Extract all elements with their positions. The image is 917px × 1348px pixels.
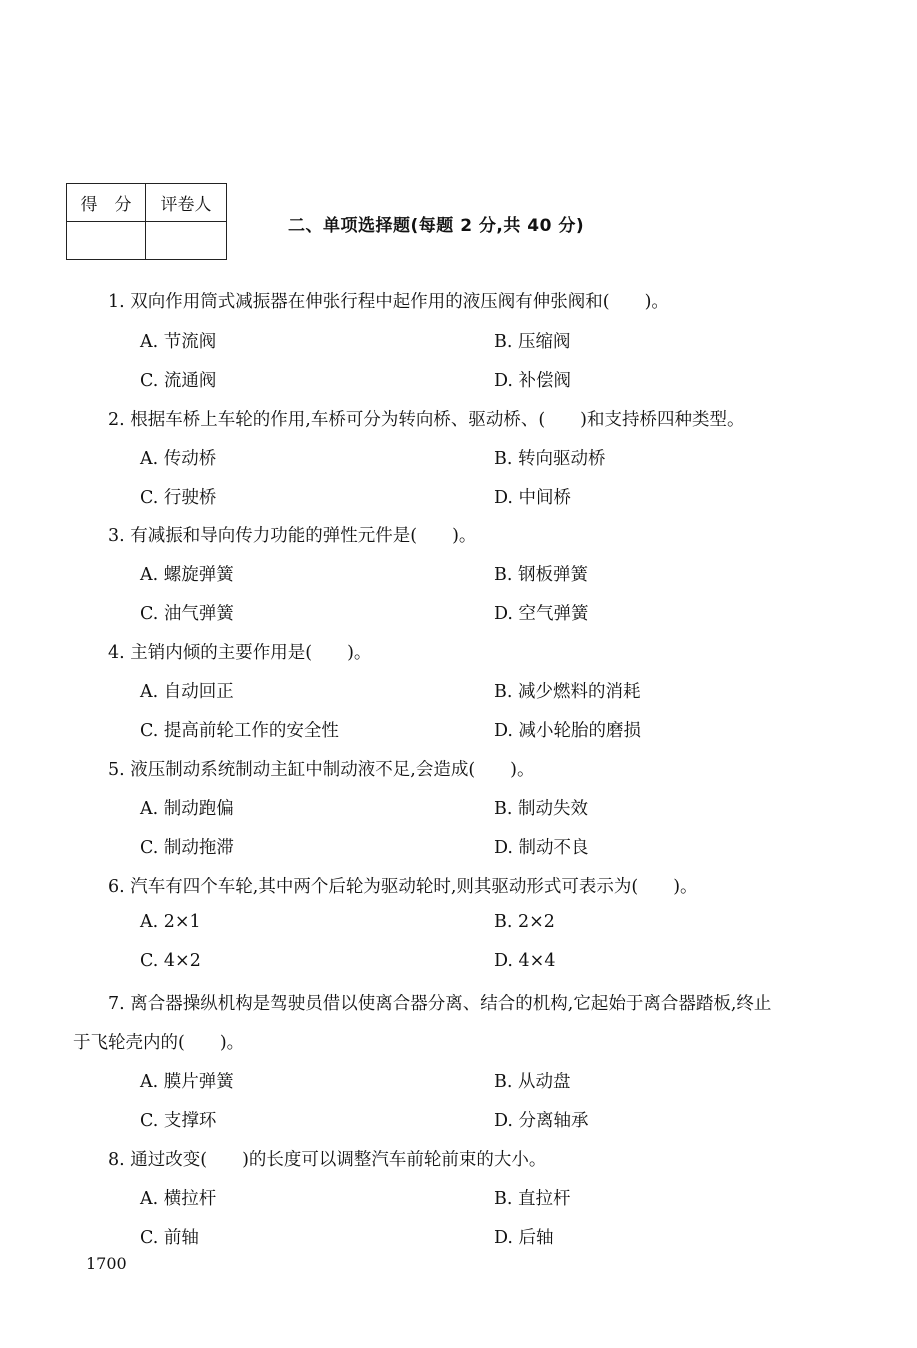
question-stem-continued: 于飞轮壳内的( )。 bbox=[73, 1033, 245, 1053]
option-a: A. 2×1 bbox=[140, 912, 201, 932]
option-a: A. 膜片弹簧 bbox=[140, 1072, 234, 1092]
option-b: B. 压缩阀 bbox=[494, 332, 571, 352]
option-b: B. 从动盘 bbox=[494, 1072, 571, 1092]
question-stem: 7. 离合器操纵机构是驾驶员借以使离合器分离、结合的机构,它起始于离合器踏板,终止 bbox=[108, 994, 772, 1014]
option-b: B. 2×2 bbox=[494, 912, 555, 932]
score-label: 得 分 bbox=[67, 184, 146, 222]
question-stem: 2. 根据车桥上车轮的作用,车桥可分为转向桥、驱动桥、( )和支持桥四种类型。 bbox=[108, 410, 745, 430]
option-d: D. 4×4 bbox=[494, 951, 556, 971]
option-d: D. 中间桥 bbox=[494, 488, 572, 508]
option-c: C. 行驶桥 bbox=[140, 488, 217, 508]
question-stem: 1. 双向作用筒式减振器在伸张行程中起作用的液压阀有伸张阀和( )。 bbox=[108, 292, 669, 312]
option-a: A. 节流阀 bbox=[140, 332, 217, 352]
option-b: B. 制动失效 bbox=[494, 799, 588, 819]
option-b: B. 直拉杆 bbox=[494, 1189, 571, 1209]
option-c: C. 支撑环 bbox=[140, 1111, 217, 1131]
option-b: B. 减少燃料的消耗 bbox=[494, 682, 641, 702]
question-stem: 5. 液压制动系统制动主缸中制动液不足,会造成( )。 bbox=[108, 760, 535, 780]
option-b: B. 转向驱动桥 bbox=[494, 449, 606, 469]
option-a: A. 自动回正 bbox=[140, 682, 234, 702]
grader-cell bbox=[146, 222, 227, 260]
option-c: C. 前轴 bbox=[140, 1228, 199, 1248]
question-stem: 4. 主销内倾的主要作用是( )。 bbox=[108, 643, 372, 663]
option-a: A. 螺旋弹簧 bbox=[140, 565, 234, 585]
option-d: D. 分离轴承 bbox=[494, 1111, 589, 1131]
option-c: C. 油气弹簧 bbox=[140, 604, 234, 624]
option-a: A. 传动桥 bbox=[140, 449, 217, 469]
option-d: D. 空气弹簧 bbox=[494, 604, 589, 624]
option-d: D. 制动不良 bbox=[494, 838, 589, 858]
option-d: D. 补偿阀 bbox=[494, 371, 572, 391]
option-c: C. 提高前轮工作的安全性 bbox=[140, 721, 339, 741]
score-box bbox=[66, 183, 227, 260]
question-stem: 3. 有减振和导向传力功能的弹性元件是( )。 bbox=[108, 526, 477, 546]
option-c: C. 制动拖滞 bbox=[140, 838, 234, 858]
option-c: C. 流通阀 bbox=[140, 371, 217, 391]
score-cell bbox=[67, 222, 146, 260]
option-c: C. 4×2 bbox=[140, 951, 201, 971]
option-d: D. 后轴 bbox=[494, 1228, 554, 1248]
question-stem: 8. 通过改变( )的长度可以调整汽车前轮前束的大小。 bbox=[108, 1150, 547, 1170]
section-title: 二、单项选择题(每题 2 分,共 40 分) bbox=[288, 216, 585, 236]
grader-label: 评卷人 bbox=[146, 184, 227, 222]
option-d: D. 减小轮胎的磨损 bbox=[494, 721, 642, 741]
question-stem: 6. 汽车有四个车轮,其中两个后轮为驱动轮时,则其驱动形式可表示为( )。 bbox=[108, 877, 698, 897]
option-a: A. 横拉杆 bbox=[140, 1189, 217, 1209]
option-b: B. 钢板弹簧 bbox=[494, 565, 588, 585]
page-number: 1700 bbox=[86, 1254, 127, 1273]
option-a: A. 制动跑偏 bbox=[140, 799, 234, 819]
